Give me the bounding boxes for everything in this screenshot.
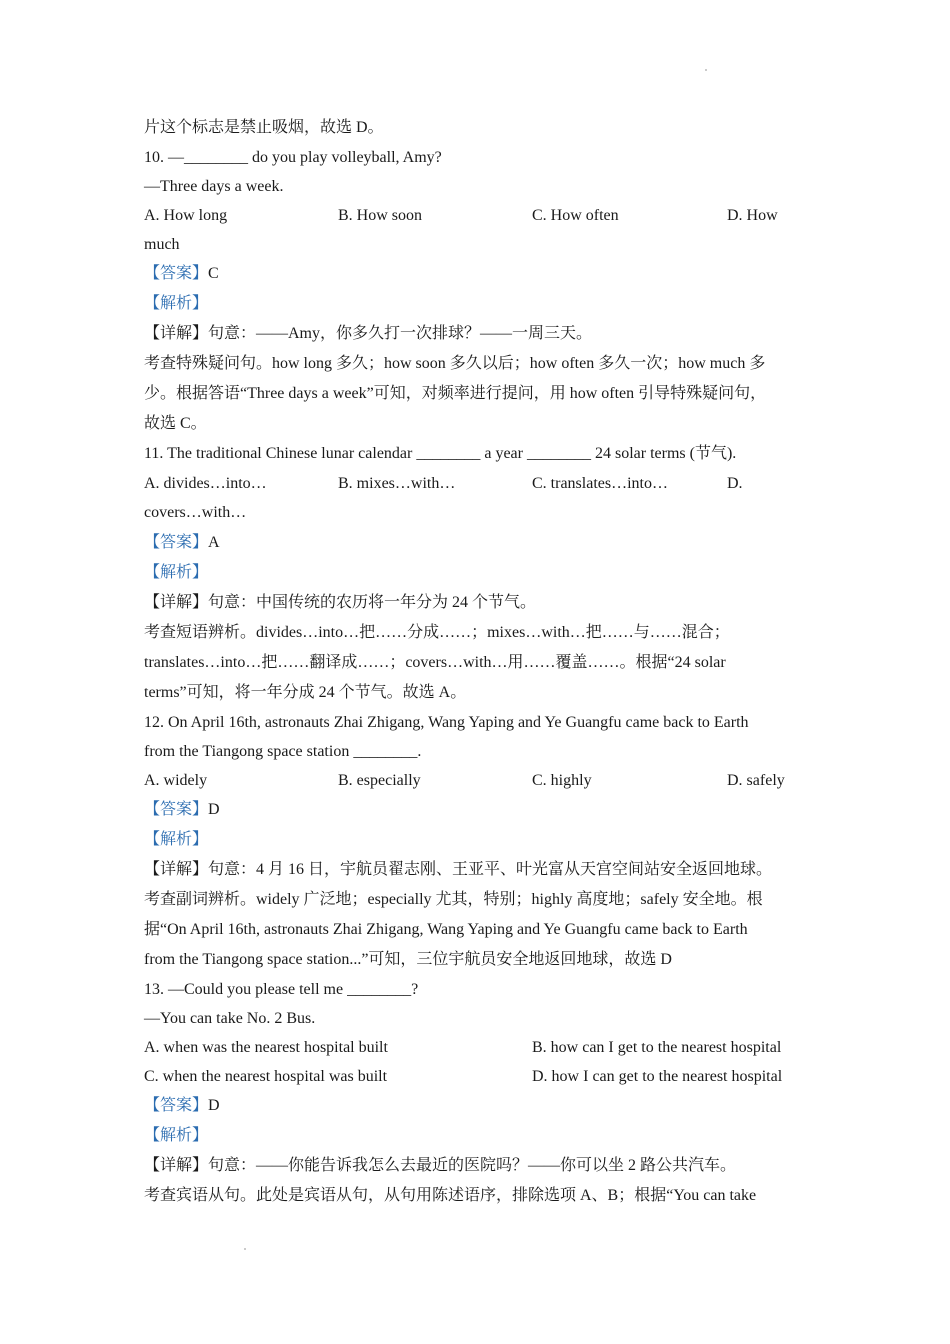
q12-answer [144, 795, 796, 825]
q13-option-b: B. how can I get to the nearest hospital [532, 1039, 782, 1056]
q11-option-b: B. mixes…with… [338, 475, 456, 492]
q10-option-b: B. How soon [338, 207, 423, 224]
q10-option-d-continued: much [144, 236, 180, 253]
answer-tag: 【答案】 [144, 1097, 209, 1114]
q10-explanation-2: 少。根据答语“Three days a week”可知，对频率进行提问，用 how often 引导特殊疑问句， [144, 385, 767, 402]
q12-stem-2: from the Tiangong space station ________. [144, 743, 422, 760]
q11-option-a: A. divides…into… [144, 475, 267, 492]
q13-options-row-2 [144, 1062, 796, 1091]
q10-option-d: D. How [727, 207, 778, 224]
q12-answer-value: D [208, 801, 220, 818]
answer-tag: 【答案】 [144, 801, 209, 818]
analysis-tag: 【解析】 [144, 564, 209, 581]
analysis-tag: 【解析】 [144, 295, 209, 312]
page-mark-bottom [244, 1248, 246, 1250]
q13-option-d: D. how I can get to the nearest hospital [532, 1068, 783, 1085]
q13-option-a: A. when was the nearest hospital built [144, 1039, 388, 1056]
q13-answer-value: D [208, 1097, 220, 1114]
q10-options [144, 201, 796, 230]
q12-option-d: D. safely [727, 772, 785, 789]
answer-tag: 【答案】 [144, 534, 209, 551]
q10-answer-value: C [208, 265, 219, 282]
q11-answer-value: A [208, 534, 220, 551]
q11-explanation-3: terms”可知，将一年分成 24 个节气。故选 A。 [144, 684, 467, 701]
q13-analysis-heading [144, 1121, 796, 1151]
q11-analysis-heading [144, 558, 796, 588]
q12-explanation-3: from the Tiangong space station...”可知，三位宇航员安全地返回地球，故选 D [144, 951, 672, 968]
q10-detail: 【详解】句意：——Amy，你多久打一次排球？——一周三天。 [144, 325, 593, 342]
q11-stem: 11. The traditional Chinese lunar calendar ________ a year ________ 24 solar terms (节气). [144, 445, 737, 462]
q11-explanation-1: 考查短语辨析。divides…into…把……分成……；mixes…with…把……与……混合； [144, 624, 730, 641]
q11-option-d-continued: covers…with… [144, 504, 247, 521]
q10-stem: 10. —________ do you play volleyball, Amy? [144, 149, 442, 166]
q12-explanation-1: 考查副词辨析。widely 广泛地；especially 尤其，特别；highly 高度地；safely 安全地。根 [144, 891, 763, 908]
q12-option-c: C. highly [532, 772, 592, 789]
q10-option-c: C. How often [532, 207, 619, 224]
q11-explanation-2: translates…into…把……翻译成……；covers…with…用……覆盖……。根据“24 solar [144, 654, 726, 671]
q13-options-row-1 [144, 1033, 796, 1062]
q11-detail: 【详解】句意：中国传统的农历将一年分为 24 个节气。 [144, 594, 537, 611]
previous-explanation-end: 片这个标志是禁止吸烟，故选 D。 [144, 119, 384, 136]
q13-stem: 13. —Could you please tell me ________? [144, 981, 419, 998]
q12-option-a: A. widely [144, 772, 208, 789]
q13-answer [144, 1091, 796, 1121]
q12-options [144, 766, 796, 795]
q10-answer [144, 259, 796, 289]
analysis-tag: 【解析】 [144, 1127, 209, 1144]
answer-tag: 【答案】 [144, 265, 209, 282]
page-mark-top [705, 69, 707, 71]
q10-analysis-heading [144, 289, 796, 319]
document-body [144, 113, 796, 1211]
q12-explanation-2: 据“On April 16th, astronauts Zhai Zhigang, Wang Yaping and Ye Guangfu came back to Earth [144, 921, 748, 938]
q11-option-c: C. translates…into… [532, 475, 668, 492]
q12-analysis-heading [144, 825, 796, 855]
q10-option-a: A. How long [144, 207, 228, 224]
q11-answer [144, 528, 796, 558]
q12-detail: 【详解】句意：4 月 16 日，宇航员翟志刚、王亚平、叶光富从天宫空间站安全返回地球。 [144, 861, 773, 878]
q10-reply: —Three days a week. [144, 178, 284, 195]
q12-stem-1: 12. On April 16th, astronauts Zhai Zhigang, Wang Yaping and Ye Guangfu came back to Earth [144, 714, 749, 731]
q13-detail: 【详解】句意：——你能告诉我怎么去最近的医院吗？——你可以坐 2 路公共汽车。 [144, 1157, 737, 1174]
q11-option-d: D. [727, 475, 743, 492]
analysis-tag: 【解析】 [144, 831, 209, 848]
q13-explanation-1: 考查宾语从句。此处是宾语从句，从句用陈述语序，排除选项 A、B；根据“You can take [144, 1187, 757, 1204]
q10-explanation-3: 故选 C。 [144, 415, 207, 432]
q12-option-b: B. especially [338, 772, 421, 789]
q13-option-c: C. when the nearest hospital was built [144, 1068, 388, 1085]
q13-reply: —You can take No. 2 Bus. [144, 1010, 316, 1027]
q10-explanation-1: 考查特殊疑问句。how long 多久；how soon 多久以后；how often 多久一次；how much 多 [144, 355, 766, 372]
q11-options [144, 469, 796, 498]
